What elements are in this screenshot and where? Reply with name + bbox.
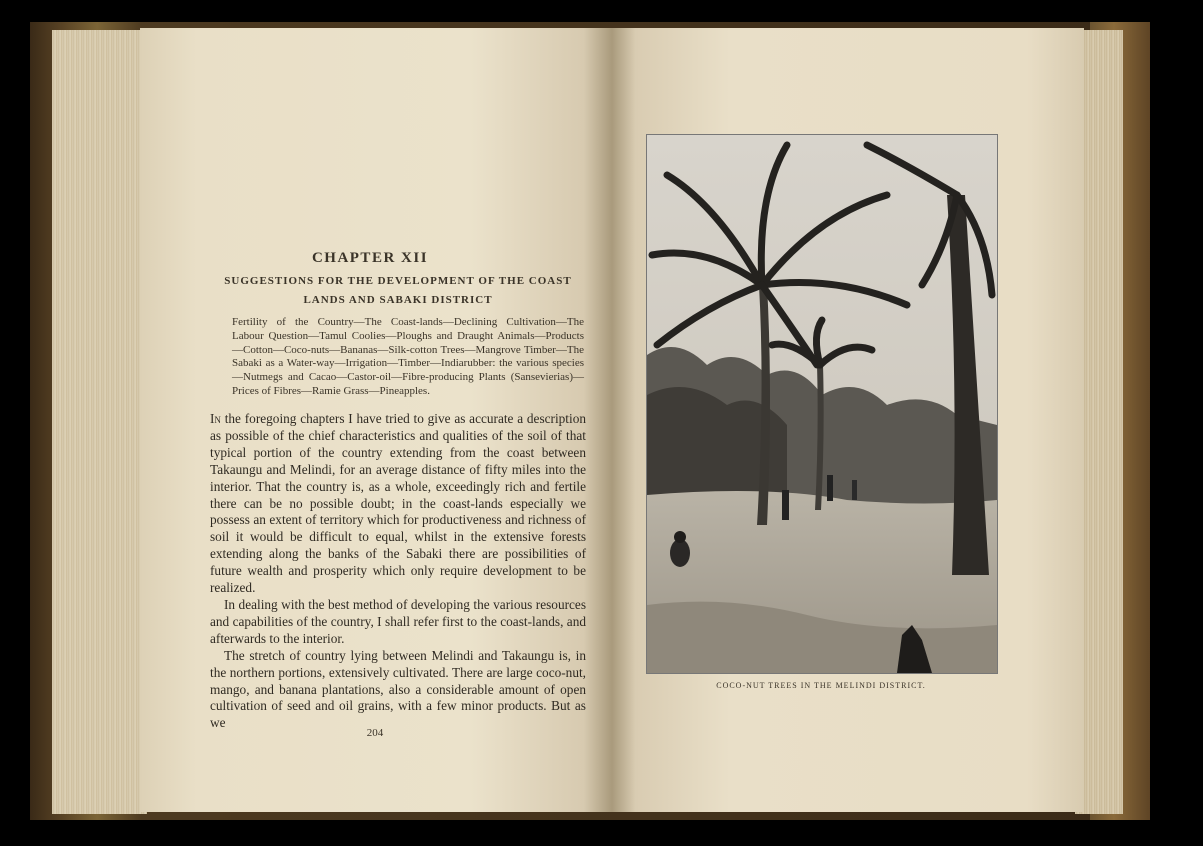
paragraph-1 (210, 411, 586, 597)
chapter-synopsis: Fertility of the Country—The Coast-lands—Declining Cultivation—The Labour Question—Tamul Coolies—Ploughs and Draught Animals—Products—Cotton—Coco-nuts—Bananas—Silk-cotton Trees—Mangrove Timber—The Sabaki as a Water-way—Irrigation—Timber—Indiarubber: the various species—Nutmegs and Cacao—Castor-oil—Fibre-producing Plants (Sansevierias)—Prices of Fibres—Ramie Grass—Pineapples. (232, 316, 584, 397)
chapter-title: CHAPTER XII (311, 250, 429, 266)
coconut-trees-photo (647, 135, 997, 673)
paragraph-1-text: the foregoing chapters I have tried to give as accurate a description as possible of the chief characteristics and qualities of the soil of that typical portion of the country extending from the coast between Takaungu and Melindi, for an average distance of fifty miles into the interior. That the country is, as a whole, exceedingly rich and fertile there can be no possible doubt; in the coast-lands especially we possess an extent of territory which for productiveness and richness of soil it would be difficult to equal, whilst in the extensive forests extending along the banks of the Sabaki there are possibilities of future wealth and prosperity which only require development to be realized. (210, 411, 586, 596)
body-text (210, 411, 586, 732)
chapter-subtitle: SUGGESTIONS FOR THE DEVELOPMENT OF THE COAST LANDS AND SABAKI DISTRICT (224, 275, 572, 306)
right-page (612, 28, 1084, 812)
photo-plate (646, 134, 998, 674)
page-stack-left (52, 30, 147, 814)
paragraph-3: The stretch of country lying between Melindi and Takaungu is, in the northern portions, extensively cultivated. There are large coco-nut, mango, and banana plantations, also a considerable amount of open cultivation of seed and oil grains, with a few minor products. But as we (210, 647, 586, 731)
photo-caption: COCO-NUT TREES IN THE MELINDI DISTRICT. (716, 681, 926, 690)
paragraph-2: In dealing with the best method of developing the various resources and capabilities of the country, I shall refer first to the coast-lands, and afterwards to the interior. (210, 596, 586, 646)
page-number: 204 (366, 727, 384, 739)
left-page (140, 28, 612, 812)
lead-word: In (210, 411, 221, 426)
